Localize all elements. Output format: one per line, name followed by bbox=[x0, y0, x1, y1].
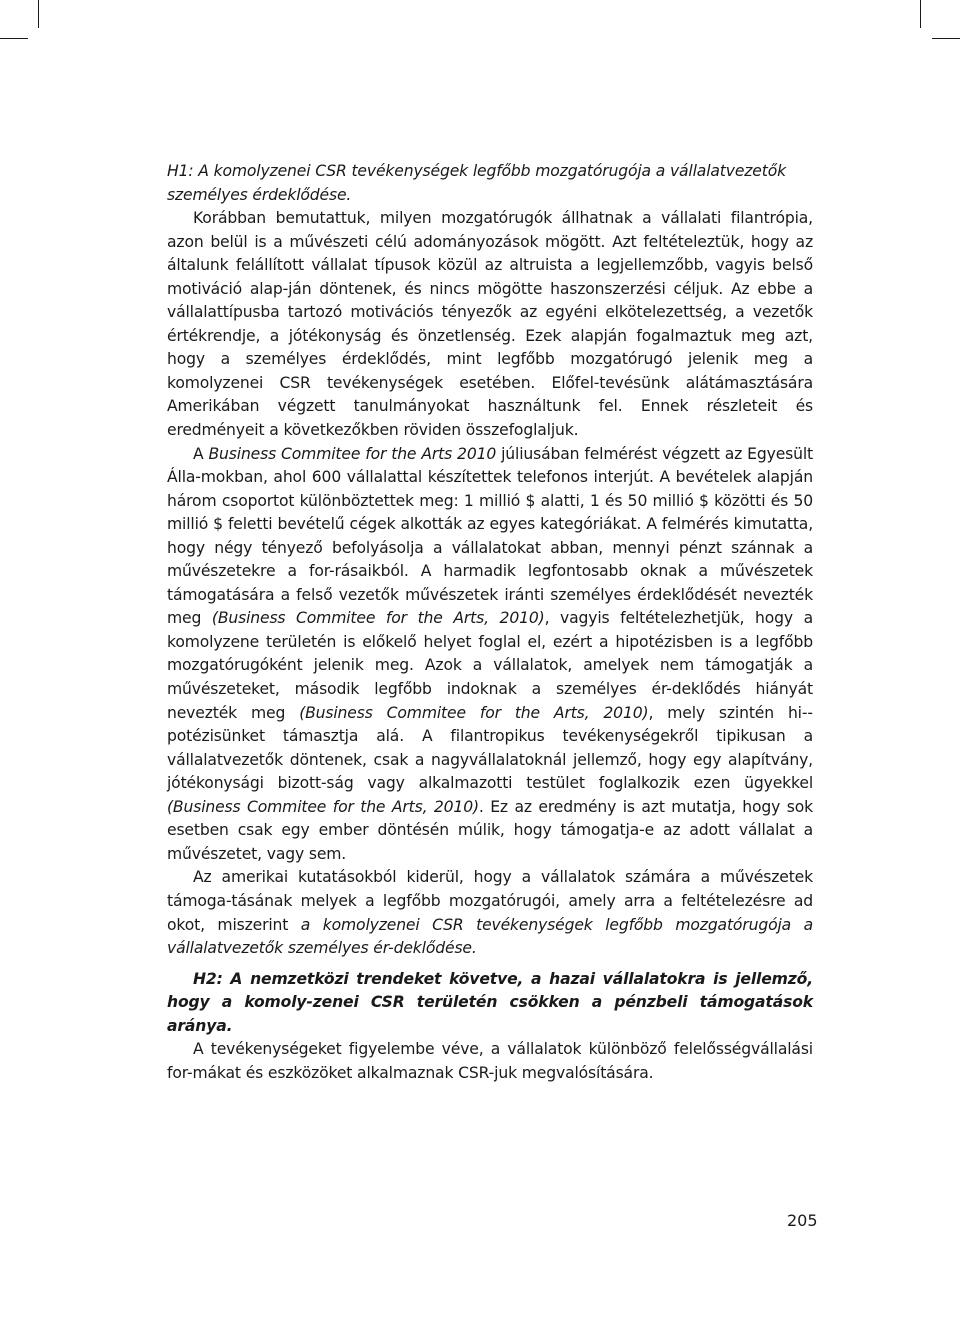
paragraph-2 bbox=[167, 443, 813, 867]
paragraph-2-text-e: . Ez az eredmény is azt mutatja, hogy sok esetben csak egy ember döntésén múlik, hogy támogatja-e az adott vállalat a művészetet, vagy sem. bbox=[167, 797, 813, 863]
crop-mark-top-left-vertical bbox=[38, 0, 39, 28]
paragraph-1-line-1: Korábban bemutattuk, milyen mozgatórugók állhatnak a vállalati filantrópia, azon bbox=[167, 209, 813, 251]
crop-mark-top-right-horizontal bbox=[932, 38, 960, 39]
paragraph-2-text-c: , vagyis feltételezhetjük, hogy a komolyzene területén is előkelő helyet foglal el, ezért a hipotézisben is a legfőbb mozgatórugóként jelenik meg. Azok a vállalatok, amelyek nem támogatják a művészeteket, második legfőbb indoknak a személyes ér-deklődés hiányát nevezték meg bbox=[167, 609, 814, 722]
citation-3: (Business Commitee for the Arts, 2010) bbox=[299, 703, 649, 722]
paragraph-3-text: Az amerikai kutatásokból kiderül, hogy a vállalatok számára a művészetek támoga-tásának melyek a legfőbb mozgatórugói, amely arra a feltételezésre ad okot, miszerint bbox=[167, 868, 813, 934]
hypothesis-1 bbox=[167, 160, 813, 207]
paragraph-4: A tevékenységeket figyelembe véve, a vállalatok különböző felelősségvállalási for-mákat és eszközöket alkalmaznak CSR-juk megvalósítására. bbox=[167, 1040, 813, 1082]
citation-2: (Business Commitee for the Arts, 2010) bbox=[211, 609, 545, 628]
crop-mark-top-left-horizontal bbox=[0, 38, 28, 39]
paragraph-2-text-d: , mely szintén hi-potézisünket támasztja alá. A filantropikus tevékenységekről tipikusan a vállalatvezetők döntenek, csak a nagyvállalatoknál jellemző, hogy egy alapítvány, jótékonysági bizott-ság vagy alkalmazotti testület foglalkozik ezen ügyekkel bbox=[167, 703, 813, 793]
paragraph-3-italic-conclusion: a komolyzenei CSR tevékenységek legfőbb mozgatórugója a vállalatvezetők személyes ér-deklődése. bbox=[167, 915, 813, 958]
body-text bbox=[167, 160, 813, 1085]
hypothesis-2: H2: A nemzetközi trendeket követve, a hazai vállalatokra is jellemző, hogy a komoly-zenei CSR területén csökken a pénzbeli támogatások aránya. bbox=[167, 969, 813, 1035]
paragraph-2-text-b: júliusában felmérést végzett az Egyesült Álla-mokban, ahol 600 vállalattal készítettek telefonos interjút. A bevételek alapján három csoportot különböztettek meg: 1 millió $ alatti, 1 és 50 millió $ közötti és 50 millió $ feletti bevételű cégek alkották az egyes kategóriákat. A felmérés kimutatta, hogy négy tényező befolyásolja a vállalatokat abban, mennyi pénzt szánnak a művészetekre a for-rásaikból. A harmadik legfontosabb oknak a művészetek támogatására a felső vezetők művészetek iránti személyes érdeklődését nevezték meg bbox=[167, 444, 814, 628]
page-number: 205 bbox=[787, 1211, 818, 1230]
paragraph-2-text-a: A bbox=[193, 444, 209, 463]
citation-1: Business Commitee for the Arts 2010 bbox=[208, 444, 497, 463]
paragraph-1 bbox=[167, 207, 813, 442]
paragraph-1-rest: belül is a művészeti célú adományozások mögött. Azt feltételeztük, hogy az általunk felállított vállalat típusok közül az altruista a legjellemzőbb, vagyis belső motiváció alap-ján döntenek, és nincs mögötte haszonszerzési céljuk. Az ebbe a vállalattípusba tartozó motivációs tényezők az egyéni elkötelezettség, a vezetők értékrendje, a jótékonyság és önzetlenség. Ezek alapján fogalmaztuk meg azt, hogy a személyes érdeklődés, mint legfőbb mozgatórugó jelenik meg a komolyzenei CSR tevékenységek esetében. Előfel-tevésünk alátámasztására Amerikában végzett tanulmányokat használtunk fel. Ennek részleteit és eredményeit a következőkben röviden összefoglaljuk. bbox=[167, 232, 813, 440]
citation-4: (Business Commitee for the Arts, 2010) bbox=[167, 797, 479, 816]
crop-mark-top-right-vertical bbox=[920, 0, 921, 28]
paragraph-3 bbox=[167, 866, 813, 960]
hypothesis-1-line-1: H1: A komolyzenei CSR tevékenységek legfőbb mozgatórugója a vállalatvezetők bbox=[167, 162, 786, 180]
hypothesis-1-line-2: személyes érdeklődése. bbox=[167, 185, 352, 204]
